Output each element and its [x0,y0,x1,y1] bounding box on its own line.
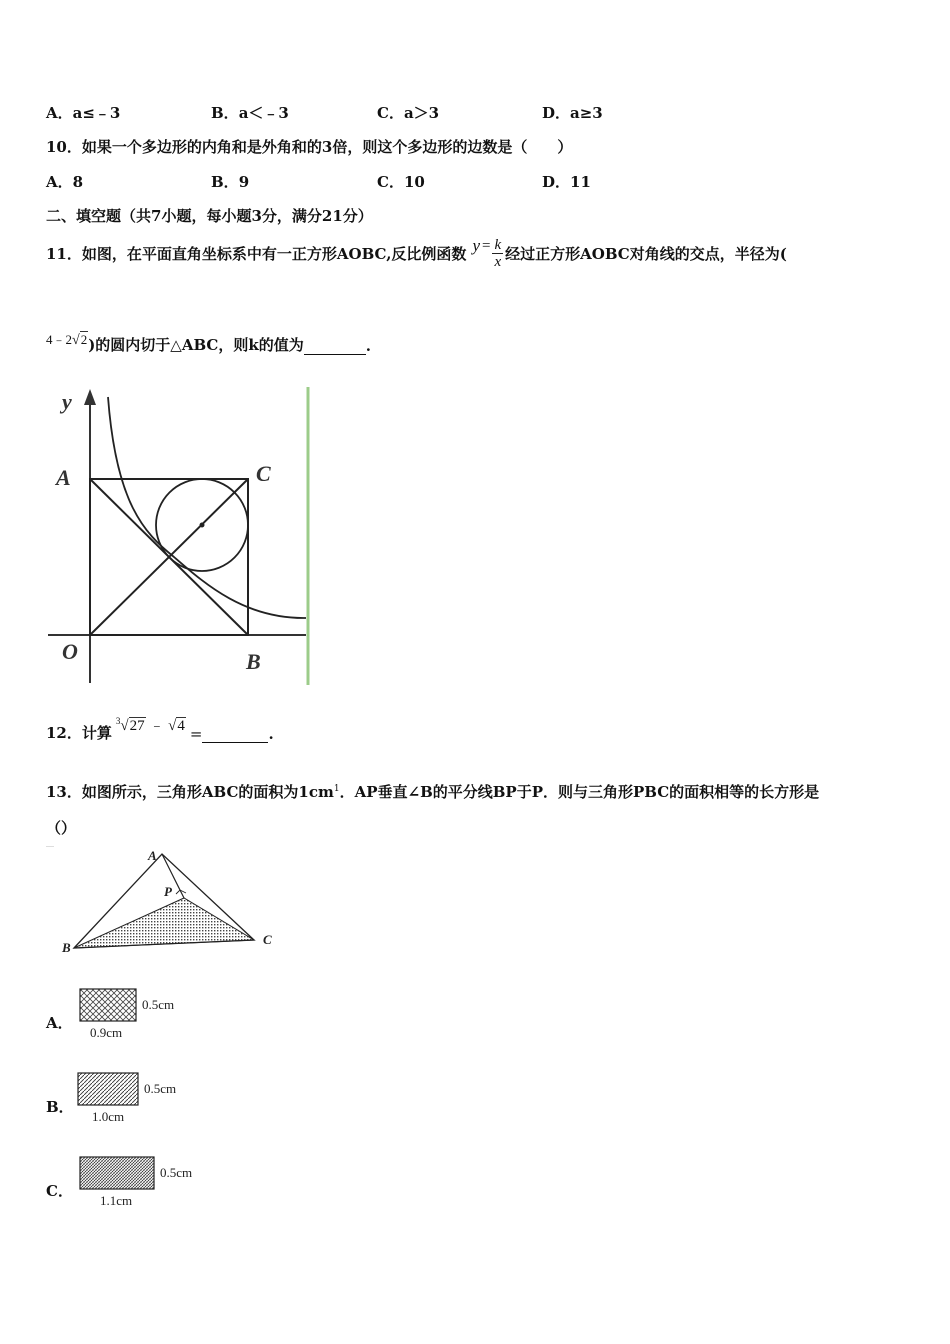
q10-option-c-letter: C． [377,173,404,191]
q9-option-a-letter: A． [46,104,73,122]
q13-option-c-height: 0.5cm [160,1165,193,1180]
q10-option-b-letter: B． [211,173,239,191]
q10-option-b-text: 9 [238,173,250,191]
q13-option-b-rect [78,1073,138,1105]
q11-question [46,230,787,276]
q12-expression: $^3$√27 ﹣ √4 [115,716,185,734]
q10-option-a-text: 8 [72,173,84,191]
q11-hyperbola [108,397,306,618]
q13-label-a: A [148,848,157,863]
q10-option-a-letter: A． [46,173,73,191]
q12-root2-radicand: 4 [177,718,185,734]
q11-func-fraction [492,237,503,270]
q11-figure [44,383,316,687]
q13-option-a-rect [80,989,136,1021]
q10-option-d-text: 11 [570,173,591,191]
q9-option-b-letter: B． [211,104,239,122]
q11-label-c: C [256,461,271,486]
q13-option-c-letter[interactable]: C． [46,1182,73,1200]
q10-option-d-letter: D． [542,173,571,191]
section-heading: 二、填空题（共7小题，每小题3分，满分21分） [46,207,373,225]
q11-func-num: k [494,236,502,253]
q13-label-c: C [263,932,272,947]
q11-y-arrow [84,389,96,405]
q10-option-b[interactable] [211,171,249,192]
q13-option-c-figure[interactable] [78,1155,218,1211]
q13-option-a-height: 0.5cm [142,997,175,1012]
q11-func-lhs: y [472,236,480,255]
q13-option-a-width: 0.9cm [90,1025,123,1040]
q9-option-d[interactable] [542,102,603,123]
q13-option-a-figure[interactable] [78,987,198,1043]
q12-root3-index: 3 [115,716,121,726]
q9-option-b-text: a＜﹣3 [238,104,289,122]
q11-circle-center [200,523,205,528]
q13-label-p: P [164,884,172,899]
q11-radius-prefix: 4﹣2 [46,332,73,347]
q13-shaded-triangle-pbc [74,898,254,948]
q12-stem: 计算 [81,724,112,742]
q10-number: 10． [46,138,82,156]
q13-stem-rest: ．AP垂直∠B的平分线BP于P．则与三角形PBC的面积相等的长方形是 [339,783,820,801]
q13-number: 13． [46,783,82,801]
q9-option-c[interactable] [377,102,439,123]
q11-func-den: x [494,253,502,270]
q11-label-o: O [62,639,78,664]
q10-option-a[interactable] [46,171,83,192]
q12-question [46,716,274,743]
q9-option-d-letter: D． [542,104,571,122]
q9-option-a-text: a≤﹣3 [72,104,121,122]
q9-option-c-text: a＞3 [403,104,440,122]
q11-label-y: y [62,389,72,414]
q11-line2 [46,334,371,355]
q9-option-b[interactable] [211,102,289,123]
q11-answer-blank[interactable] [304,340,366,355]
q12-number: 12． [46,724,82,742]
q10-option-c[interactable] [377,171,425,192]
q13-stem-line2: （） [46,819,77,837]
q13-option-c-width: 1.1cm [100,1193,133,1208]
q10-option-d[interactable] [542,171,591,192]
q11-label-b: B [246,649,261,674]
q13-stem-sup: 1 [333,784,340,794]
q11-radius-root: 2 [80,332,88,347]
q13-option-c-rect [80,1157,154,1189]
q11-stem-part2: 经过正方形AOBC对角线的交点，半径为( [505,244,787,263]
q12-end: . [268,725,274,743]
q13-option-b-width: 1.0cm [92,1109,125,1124]
q12-equals: = [189,725,203,743]
q11-radius-expr: 4﹣2√2 [46,332,88,348]
q10-option-c-text: 10 [403,173,425,191]
q9-option-d-text: a≥3 [570,104,603,122]
q12-minus: ﹣ [149,718,165,734]
q13-stem: 如图所示，三角形ABC的面积为1cm [81,783,334,801]
q11-stem-part1: 如图，在平面直角坐标系中有一正方形AOBC,反比例函数 [81,244,467,263]
q11-func-eq: = [481,237,491,254]
q11-number: 11． [46,244,82,263]
q13-option-b-figure[interactable] [76,1071,202,1127]
q11-label-a: A [56,465,71,490]
q13-option-b-height: 0.5cm [144,1081,177,1096]
q13-option-b-letter[interactable]: B． [46,1098,74,1116]
q9-option-c-letter: C． [377,104,404,122]
q13-question [46,781,819,802]
q10-question [46,136,572,157]
q11-function [472,237,503,270]
q13-figure [46,846,286,958]
q9-option-a[interactable] [46,102,120,123]
q13-label-b: B [62,940,71,955]
q10-stem: 如果一个多边形的内角和是外角和的3倍，则这个多边形的边数是（ ） [81,138,573,156]
q12-root3-radicand: 27 [129,718,145,734]
q11-stem-end: . [365,337,371,355]
q13-option-a-letter[interactable]: A． [46,1014,73,1032]
q11-stem-part3: )的圆内切于△ABC，则k的值为 [88,336,304,354]
q12-answer-blank[interactable] [202,728,268,743]
